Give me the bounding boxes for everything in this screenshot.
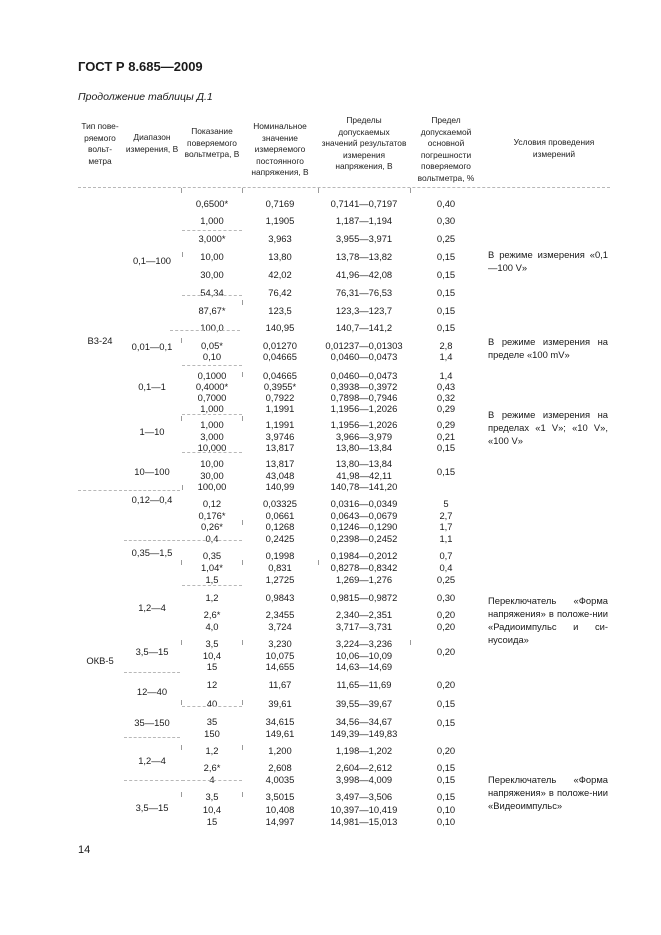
cell-nominal: 3,5015 [265,791,295,802]
grid-tick [318,188,319,193]
grid-tick [242,700,243,705]
cell-reading: 30,00 [200,269,224,280]
cell-nominal: 0,9843 [265,592,295,603]
cell-nominal: 0,04665 [263,351,297,362]
cell-nominal: 0,04665 [263,370,297,381]
cell-reading: 3,000 [200,431,224,442]
cell-error: 0,15 [436,305,456,316]
cell-error: 0,15 [436,442,456,453]
cell-limits: 123,3—123,7 [335,305,393,316]
col-header-type: Тип пове-ряемого вольт-метра [81,121,119,166]
cell-nominal: 13,817 [265,442,295,453]
cell-nominal: 0,2425 [265,533,295,544]
cell-nominal: 0,831 [268,562,292,573]
grid-tick [182,252,183,257]
cell-nominal: 1,200 [268,745,292,756]
grid-tick [242,372,243,377]
cell-error: 0,20 [436,745,456,756]
row-divider [182,585,242,586]
cell-error: 0,32 [436,392,456,403]
cell-nominal: 4,0035 [265,774,295,785]
grid-tick [181,640,182,645]
cell-error: 0,40 [436,198,456,209]
condition-note: В режиме измерения «0,1—100 V» [488,249,608,273]
cell-nominal: 1,1905 [265,215,295,226]
cell-error: 0,15 [436,791,456,802]
cell-nominal: 11,67 [268,679,292,690]
grid-tick [181,745,182,750]
cell-nominal: 14,997 [265,816,295,827]
col-header-range: Диапазон измерения, В [125,132,179,154]
cell-nominal: 13,80 [268,251,292,262]
grid-tick [242,300,243,305]
range-label: 0,1—1 [138,381,166,392]
cell-nominal: 34,615 [265,716,295,727]
cell-error: 0,7 [439,550,453,561]
cell-reading: 15 [206,661,218,672]
grid-tick [410,640,411,645]
cell-limits: 0,7141—0,7197 [330,198,398,209]
row-divider [170,330,240,331]
cell-limits: 34,56—34,67 [335,716,393,727]
cell-reading: 3,000* [198,233,226,244]
grid-tick [242,416,243,421]
cell-error: 2,7 [439,510,453,521]
col-header-error: Предел допускаемой основной погрешности поверяемого вольтметра, % [417,115,475,183]
cell-error: 0,29 [436,403,456,414]
range-label: 10—100 [134,466,170,477]
grid-tick [181,700,182,705]
cell-reading: 2,6* [203,762,221,773]
row-divider [124,737,180,738]
cell-nominal: 3,9746 [265,431,295,442]
cell-limits: 76,31—76,53 [335,287,393,298]
cell-nominal: 0,0661 [265,510,295,521]
cell-limits: 39,55—39,67 [335,698,393,709]
cell-nominal: 3,724 [268,621,292,632]
condition-note: Переключатель «Форма напряжения» в положе-нии «Радиоимпульс и си-нусоида» [488,595,608,645]
cell-reading: 10,00 [200,458,224,469]
cell-error: 0,20 [436,621,456,632]
cell-error: 0,30 [436,592,456,603]
cell-reading: 10,4 [202,804,222,815]
cell-nominal: 42,02 [268,269,292,280]
range-label: 0,01—0,1 [131,341,173,352]
cell-reading: 0,26* [201,521,223,532]
grid-tick [242,745,243,750]
cell-reading: 4,0 [205,621,219,632]
voltmeter-type-okv-5: ОКВ-5 [86,655,114,666]
cell-error: 1,4 [439,351,453,362]
cell-nominal: 140,99 [265,481,295,492]
range-label: 0,35—1,5 [131,547,173,558]
document-code: ГОСТ Р 8.685—2009 [78,59,203,74]
cell-nominal: 0,7922 [265,392,295,403]
cell-reading: 10,00 [200,251,224,262]
cell-error: 0,15 [436,762,456,773]
cell-limits: 0,0460—0,0473 [330,370,398,381]
cell-error: 0,20 [436,679,456,690]
grid-tick [318,560,319,565]
cell-limits: 149,39—149,83 [330,728,398,739]
cell-limits: 3,966—3,979 [335,431,393,442]
cell-error: 0,4 [439,562,453,573]
range-label: 1—10 [139,426,165,437]
range-label: 1,2—4 [138,602,166,613]
row-divider [124,672,180,673]
range-label: 0,1—100 [132,255,172,266]
row-divider [182,295,242,296]
range-label: 35—150 [134,717,170,728]
cell-reading: 1,2 [205,745,219,756]
cell-reading: 30,00 [200,470,224,481]
col-header-conditions: Условия проведения измерений [513,137,595,159]
grid-tick [242,792,243,797]
cell-limits: 0,1984—0,2012 [330,550,398,561]
cell-error: 0,20 [436,646,456,657]
cell-limits: 3,998—4,009 [335,774,393,785]
grid-tick [181,792,182,797]
cell-reading: 2,6* [203,609,221,620]
grid-tick [181,560,182,565]
cell-limits: 10,397—10,419 [330,804,398,815]
cell-reading: 1,000 [200,403,224,414]
row-divider [124,780,184,781]
row-divider [182,706,242,707]
cell-error: 0,15 [436,774,456,785]
cell-limits: 1,1956—1,2026 [330,403,398,414]
cell-nominal: 13,817 [265,458,295,469]
cell-nominal: 0,1268 [265,521,295,532]
cell-limits: 11,65—11,69 [336,679,392,690]
row-divider [182,540,242,541]
cell-error: 0,30 [436,215,456,226]
cell-limits: 1,198—1,202 [335,745,393,756]
grid-tick [242,520,243,525]
cell-limits: 3,717—3,731 [335,621,393,632]
cell-nominal: 1,2725 [265,574,295,585]
cell-nominal: 0,03325 [263,498,297,509]
voltmeter-type-v3-24: В3-24 [87,335,113,346]
cell-nominal: 1,1991 [265,419,295,430]
page-number: 14 [78,844,91,856]
grid-tick [181,416,182,421]
cell-reading: 1,2 [205,592,219,603]
cell-nominal: 3,963 [268,233,292,244]
cell-reading: 87,67* [198,305,226,316]
cell-nominal: 1,1991 [265,403,295,414]
cell-error: 0,15 [436,698,456,709]
cell-limits: 140,78—141,20 [330,481,398,492]
cell-limits: 3,955—3,971 [335,233,393,244]
cell-reading: 0,7000 [197,392,227,403]
cell-limits: 0,8278—0,8342 [330,562,398,573]
cell-error: 1,1 [439,533,453,544]
cell-limits: 41,96—42,08 [335,269,393,280]
col-header-limits: Пределы допускаемых значений результатов измерения напряжения, В [321,115,407,172]
cell-limits: 0,3938—0,3972 [330,381,398,392]
cell-reading: 0,176* [198,510,226,521]
col-header-reading: Показание поверяемого вольтметра, В [184,126,240,160]
row-divider [182,414,242,415]
cell-reading: 40 [206,698,218,709]
cell-error: 0,15 [436,251,456,262]
cell-error: 0,15 [436,717,456,728]
cell-limits: 41,98—42,11 [336,470,392,481]
cell-nominal: 3,230 [268,638,292,649]
cell-nominal: 43,048 [265,470,295,481]
cell-reading: 0,35 [202,550,222,561]
range-label: 3,5—15 [135,802,169,813]
cell-nominal: 2,608 [268,762,292,773]
grid-tick [181,338,182,343]
cell-limits: 13,80—13,84 [335,458,393,469]
cell-nominal: 140,95 [265,322,295,333]
cell-error: 0,25 [436,574,456,585]
cell-reading: 15 [206,816,218,827]
cell-nominal: 0,01270 [263,340,297,351]
grid-tick [242,640,243,645]
cell-reading: 100,0 [200,322,224,333]
cell-limits: 13,80—13,84 [335,442,393,453]
grid-tick [182,485,183,490]
row-divider [78,490,122,491]
header-divider [78,187,610,188]
cell-limits: 0,0316—0,0349 [330,498,398,509]
cell-nominal: 14,655 [265,661,295,672]
cell-error: 5 [443,498,449,509]
cell-reading: 10,4 [202,650,222,661]
cell-reading: 10,000 [197,442,227,453]
cell-reading: 1,04* [201,562,223,573]
cell-error: 0,43 [436,381,456,392]
grid-tick [410,188,411,193]
cell-reading: 54,34 [200,287,224,298]
cell-reading: 100,00 [197,481,227,492]
cell-limits: 3,497—3,506 [335,791,393,802]
cell-limits: 2,340—2,351 [335,609,393,620]
cell-reading: 0,05* [201,340,223,351]
range-label: 0,12—0,4 [131,494,173,505]
cell-nominal: 10,075 [265,650,295,661]
cell-error: 0,15 [436,287,456,298]
cell-error: 0,15 [436,269,456,280]
cell-limits: 0,1246—0,1290 [330,521,398,532]
cell-reading: 35 [206,716,218,727]
cell-nominal: 10,408 [265,804,295,815]
cell-error: 2,8 [439,340,453,351]
cell-reading: 1,000 [200,215,224,226]
cell-error: 0,10 [436,816,456,827]
cell-reading: 0,1000 [197,370,227,381]
condition-note: Переключатель «Форма напряжения» в положе-нии «Видеоимпульс» [488,774,608,811]
cell-reading: 3,5 [205,638,219,649]
grid-tick [242,560,243,565]
condition-note: В режиме измерения на пределах «1 V»; «10 V», «100 V» [488,409,608,446]
cell-limits: 1,187—1,194 [335,215,393,226]
row-divider [124,540,180,541]
cell-limits: 140,7—141,2 [335,322,393,333]
cell-nominal: 76,42 [268,287,292,298]
cell-limits: 1,269—1,276 [335,574,393,585]
range-label: 12—40 [136,686,168,697]
cell-limits: 10,06—10,09 [335,650,393,661]
cell-error: 0,15 [436,322,456,333]
cell-reading: 0,10 [202,351,222,362]
cell-limits: 0,7898—0,7946 [330,392,398,403]
cell-limits: 1,1956—1,2026 [330,419,398,430]
grid-tick [181,188,182,193]
cell-error: 1,7 [439,521,453,532]
row-divider [124,490,180,491]
cell-reading: 12 [206,679,218,690]
condition-note: В режиме измерения на пределе «100 mV» [488,336,608,360]
cell-reading: 0,12 [202,498,222,509]
cell-limits: 2,604—2,612 [335,762,393,773]
cell-error: 0,29 [436,419,456,430]
cell-nominal: 39,61 [268,698,292,709]
cell-nominal: 123,5 [268,305,292,316]
cell-error: 0,21 [436,431,456,442]
cell-reading: 0,4 [205,533,219,544]
range-label: 3,5—15 [135,646,169,657]
cell-limits: 13,78—13,82 [335,251,393,262]
cell-limits: 0,01237—0,01303 [325,340,403,351]
row-divider [182,365,242,366]
row-divider [182,780,242,781]
cell-error: 0,15 [436,466,456,477]
cell-error: 0,20 [436,609,456,620]
cell-reading: 1,5 [205,574,219,585]
cell-nominal: 0,1998 [265,550,295,561]
cell-limits: 14,63—14,69 [335,661,393,672]
cell-limits: 0,2398—0,2452 [330,533,398,544]
cell-limits: 0,0643—0,0679 [330,510,398,521]
col-header-nominal: Номинальное значение измеряемого постоянного напряжения, В [251,121,309,178]
cell-error: 0,25 [436,233,456,244]
cell-reading: 0,6500* [195,198,229,209]
cell-reading: 1,000 [200,419,224,430]
cell-nominal: 2,3455 [265,609,295,620]
range-label: 1,2—4 [138,755,166,766]
table-continuation-caption: Продолжение таблицы Д.1 [78,91,213,103]
cell-limits: 14,981—15,013 [330,816,398,827]
cell-error: 1,4 [439,370,453,381]
cell-limits: 3,224—3,236 [335,638,393,649]
cell-nominal: 0,3955* [263,381,297,392]
cell-limits: 0,9815—0,9872 [330,592,398,603]
cell-limits: 0,0460—0,0473 [330,351,398,362]
row-divider [182,452,242,453]
cell-nominal: 149,61 [265,728,295,739]
row-divider [182,230,242,231]
cell-reading: 3,5 [205,791,219,802]
cell-nominal: 0,7169 [265,198,295,209]
cell-reading: 150 [204,728,220,739]
cell-error: 0,10 [436,804,456,815]
cell-reading: 0,4000* [195,381,229,392]
grid-tick [242,188,243,193]
cell-reading: 4 [209,774,215,785]
